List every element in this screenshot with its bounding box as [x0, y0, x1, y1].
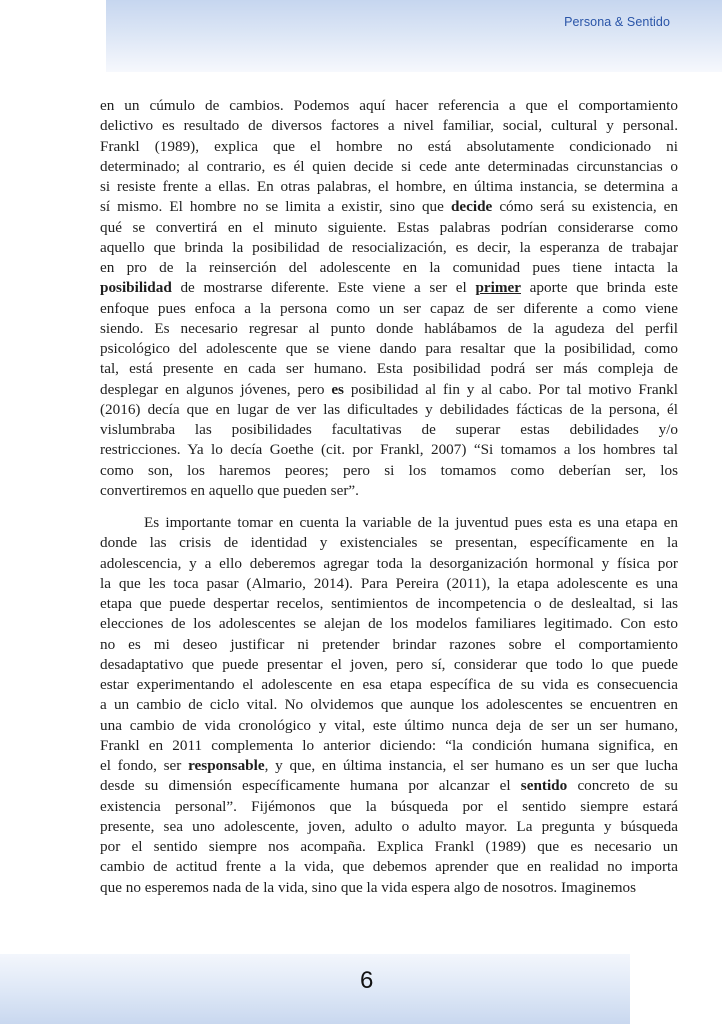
text-run: existencia personal”. Fijémonos que la búsqueda por el sentido siempre estará [100, 797, 678, 815]
text-run: siendo. Es necesario regresar al punto donde hablábamos de la agudeza del perfil [100, 319, 678, 337]
text-line [100, 554, 678, 574]
text-run: no es mi deseo justificar ni pretender brindar razones sobre el comportamiento [100, 635, 678, 653]
text-line [100, 319, 678, 339]
text-line [100, 635, 678, 655]
text-line [100, 420, 678, 440]
text-line [100, 695, 678, 715]
text-run: psicológico del adolescente que se viene dando para resaltar que la posibilidad, como [100, 340, 678, 357]
text-line [100, 574, 678, 594]
text-line [100, 837, 678, 857]
text-run: de mostrarse diferente. Este viene a ser el [171, 279, 476, 297]
text-run: enfoque pues enfoca a la persona como un ser capaz de ser diferente a como viene [100, 299, 678, 317]
text-line [100, 380, 678, 400]
body-text [100, 96, 678, 898]
text-line [100, 533, 678, 553]
text-run: etapa que puede despertar recelos, sentimientos de incompetencia o de deslealtad, si las [100, 595, 678, 612]
text-line [100, 258, 678, 278]
text-line [100, 594, 678, 614]
text-run: determinado; al contrario, es él quien decide si cede ante determinadas circunstancias o [100, 157, 678, 175]
text-line [100, 481, 678, 501]
paragraph [100, 96, 678, 501]
text-run: cambio de actitud frente a la vida, que debemos aprender que en realidad no importa [100, 858, 678, 876]
text-run: desplegar en algunos jóvenes, pero [100, 380, 332, 398]
text-run: Frankl en 2011 complementa lo anterior diciendo: “la condición humana significa, en [100, 736, 678, 754]
emphasized-term: primer [475, 279, 521, 297]
text-line [100, 756, 678, 776]
text-run: como son, los haremos peores; pero si los tomamos como deberían ser, los [100, 461, 678, 479]
emphasized-term: decide [450, 198, 493, 216]
text-run: elecciones de los adolescentes se alejan de los modelos familiares legitimado. Con esto [100, 615, 678, 633]
text-line [100, 440, 678, 460]
text-run: una cambio de vida cronológico y vital, este último nunca deja de ser un ser humano, [100, 716, 678, 734]
text-run: el fondo, ser [100, 757, 189, 774]
text-run: estar experimentando el adolescente en esa etapa específica de su vida es consecuencia [100, 676, 678, 693]
text-line [100, 218, 678, 238]
text-run: presente, sea uno adolescente, joven, adulto o adulto mayor. La pregunta y búsqueda [100, 817, 678, 835]
text-run: aquello que brinda la posibilidad de resocialización, es decir, la esperanza de trabajar [100, 238, 678, 256]
text-line [100, 716, 678, 736]
text-run: si resiste frente a ellas. En otras palabras, el hombre, en última instancia, se determina a [100, 178, 678, 195]
text-run: restricciones. Ya lo decía Goethe (cit. por Frankl, 2007) “Si tomamos a los hombres tal [100, 441, 678, 459]
text-run: a un cambio de ciclo vital. No olvidemos que aunque los adolescentes se encuentren en [100, 696, 678, 714]
text-run: aporte que brinda este [521, 279, 678, 297]
text-line [100, 137, 678, 157]
text-run: donde las crisis de identidad y existenciales se presentan, específicamente en la [100, 534, 678, 552]
text-line [100, 655, 678, 675]
emphasized-term: sentido [520, 777, 568, 795]
text-run: Frankl (1989), explica que el hombre no está absolutamente condicionado ni [100, 137, 678, 155]
text-line [100, 776, 678, 796]
text-run: vislumbraba las posibilidades facultativas de superar estas debilidades y/o [100, 421, 678, 438]
text-run: , y que, en última instancia, el ser humano es un ser que lucha [264, 757, 679, 774]
text-run: concreto de su [567, 777, 678, 795]
paragraph-gap [100, 501, 678, 513]
paragraph [100, 513, 678, 898]
text-line [100, 339, 678, 359]
header-band [106, 0, 722, 72]
text-run: qué se convertirá en el minuto siguiente. Estas palabras podrían considerarse como [100, 218, 678, 236]
text-run: tal, está presente en cada ser humano. Esta posibilidad podrá ser más compleja de [100, 360, 678, 378]
text-line [100, 614, 678, 634]
text-line [100, 238, 678, 258]
text-line [100, 197, 678, 217]
text-line [100, 299, 678, 319]
text-line [100, 278, 678, 298]
text-run: delictivo es resultado de diversos factores a nivel familiar, social, cultural y personal. [100, 117, 678, 135]
text-line [100, 461, 678, 481]
text-run: (2016) decía que en lugar de ver las dificultades y debilidades fácticas de la persona, él [100, 400, 678, 418]
text-line [100, 675, 678, 695]
text-line [100, 400, 678, 420]
text-line [100, 96, 678, 116]
text-line [100, 736, 678, 756]
text-line [100, 513, 678, 533]
text-run: en un cúmulo de cambios. Podemos aquí hacer referencia a que el comportamiento [100, 97, 678, 114]
text-run: sí mismo. El hombre no se limita a existir, sino que [100, 198, 451, 216]
text-run: que no esperemos nada de la vida, sino que la vida espera algo de nosotros. Imaginemos [100, 878, 637, 896]
text-line [100, 116, 678, 136]
text-run: adolescencia, y a ello deberemos agregar toda la desorganización hormonal y física por [100, 554, 678, 572]
text-run: por el sentido siempre nos acompaña. Explica Frankl (1989) que es necesario un [100, 838, 678, 855]
text-line [100, 157, 678, 177]
text-run: desadaptativo que puede presentar el joven, pero sí, considerar que todo lo que puede [100, 655, 678, 673]
text-line [100, 817, 678, 837]
text-run: la que les toca pasar (Almario, 2014). Para Pereira (2011), la etapa adolescente es una [100, 574, 678, 592]
text-run: cómo será su existencia, en [492, 198, 678, 216]
text-line [100, 177, 678, 197]
text-run: en pro de la reinserción del adolescente en la comunidad pues tiene intacta la [100, 259, 678, 276]
text-run: convertiremos en aquello que pueden ser”. [100, 481, 359, 499]
text-run: desde su dimensión específicamente humana por alcanzar el [100, 777, 521, 795]
emphasized-term: es [331, 380, 344, 398]
text-line [100, 797, 678, 817]
text-line [100, 857, 678, 877]
running-header-title: Persona & Sentido [564, 15, 670, 29]
text-run: posibilidad al fin y al cabo. Por tal motivo Frankl [343, 380, 678, 398]
page-number: 6 [360, 967, 374, 994]
text-run: Es importante tomar en cuenta la variable de la juventud pues esta es una etapa en [144, 514, 678, 531]
text-line [100, 359, 678, 379]
emphasized-term: responsable [188, 757, 265, 774]
emphasized-term: posibilidad [100, 279, 172, 297]
text-line [100, 878, 678, 898]
footer-band [0, 954, 630, 1024]
